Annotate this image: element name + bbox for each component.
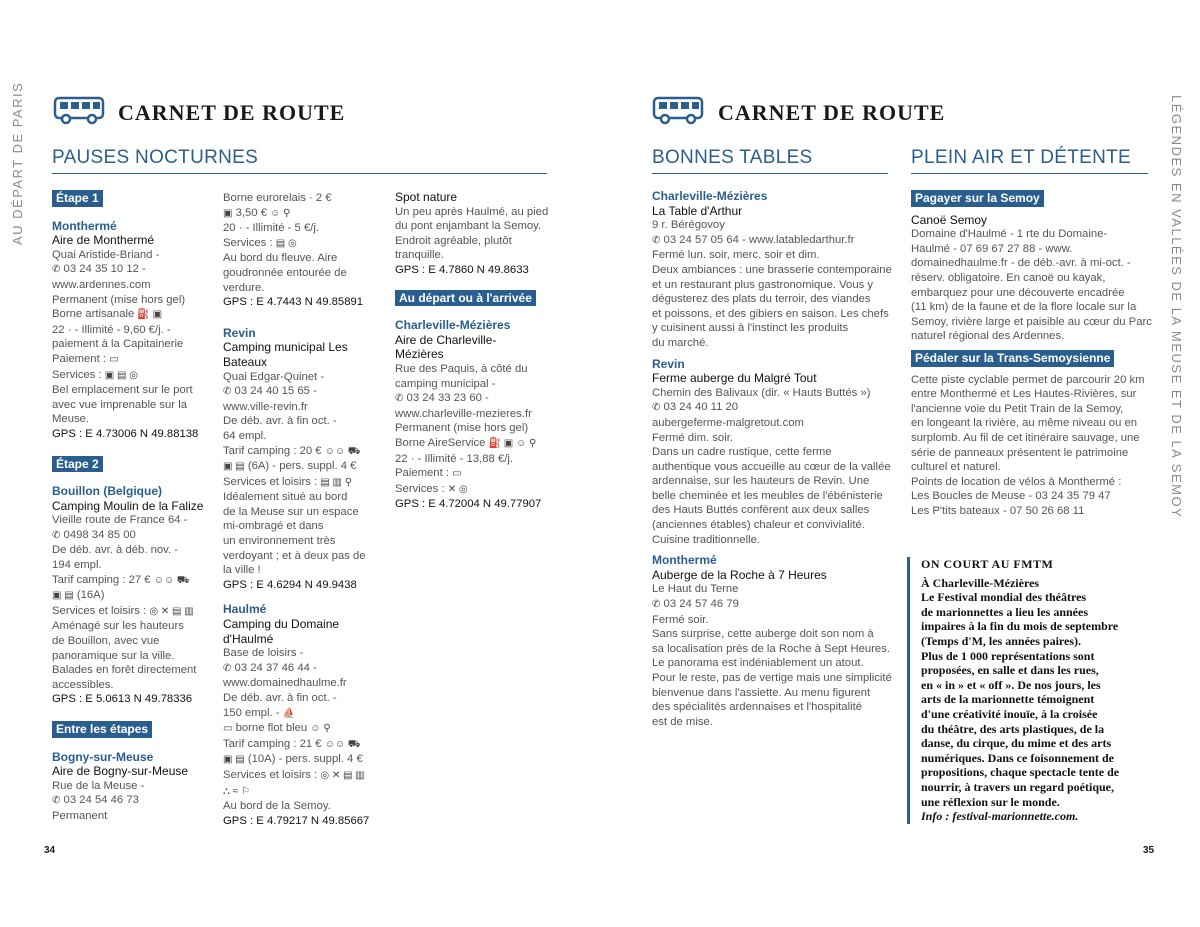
detail-line: ardennaise, sur les hauteurs de Revin. Une [652,475,870,488]
detail-line: (6A) - pers. suppl. 4 € [247,460,357,473]
detail-line: Les Boucles de Meuse - 03 24 35 79 47 [911,490,1111,503]
info-line: en « in » et « off ». De nos jours, les [921,677,1101,692]
detail-line: naturel régional des Ardennes. [911,330,1065,343]
detail-line: Tarif camping : 27 € [52,573,151,586]
detail-line: et poissons, et des gibiers en saison. Les chefs [652,307,889,320]
electric-icon: ▣ ▤ [223,754,245,766]
info-line: numériques. Dans ce foisonnement de [921,750,1115,765]
service-icons: ▭ [223,723,233,735]
detail-line: 194 empl. [52,559,102,572]
detail-line: Services : [52,368,102,381]
info-line: Le Festival mondial des théâtres [921,590,1087,605]
side-title-left: AU DÉPART DE PARIS [10,81,25,245]
service-icons: ▣ ▤ ◎ [104,369,138,381]
detail-line: avec vue imprenable sur la [52,398,188,411]
gps-line: GPS : E 4.7443 N 49.85891 [223,296,364,309]
info-line: propositions, chaque spectacle tente de [921,765,1120,780]
info-line: impaires à la fin du mois de septembre [921,619,1119,634]
stage-badge: Étape 1 [52,190,103,207]
place-name: Ferme auberge du Malgré Tout [652,371,817,386]
side-title-right: LÉGENDES EN VALLÉES DE LA MEUSE ET DE LA SEMOY [1169,95,1184,519]
city-name: Bogny-sur-Meuse [52,749,154,764]
detail-line: série de panneaux présentent le patrimoine [911,446,1129,459]
detail-line: Aménagé sur les hauteurs [52,620,184,633]
place-name: Spot nature [395,190,458,204]
stage-badge: Entre les étapes [52,721,152,738]
place-name: Camping municipal Les Bateaux [223,340,348,369]
detail-line: 03 24 57 05 64 - www.latabledarthur.fr [663,233,855,246]
city-name: Haulmé [223,602,267,617]
detail-line: aubergeferme-malgretout.com [652,416,804,429]
detail-line: Pour le reste, pas de vertige mais une simplicité [652,672,892,684]
detail-line: Quai Aristide-Briand - [52,248,160,261]
detail-line: embarquez pour une découverte encadrée [911,286,1125,299]
phone-icon: ✆ [223,662,232,674]
detail-line: Endroit agréable, plutôt [395,234,512,247]
detail-line: Balades en forêt directement [52,664,197,677]
detail-line: Sans surprise, cette auberge doit son nom à [652,628,874,641]
detail-line: Paiement : [395,467,450,480]
detail-line: réserv. obligatoire. En canoë ou kayak, [911,271,1106,284]
detail-line: 03 24 40 15 65 - [234,385,317,398]
card-icon: ▭ [109,353,119,365]
detail-line: surplomb. Au fil de cet itinéraire sauvage, une [911,431,1140,444]
detail-line: verdure. [223,281,265,294]
info-line: une réflexion sur le monde. [921,794,1060,809]
info-line: nourrir, à travers un regard poétique, [921,779,1114,794]
place-name: Aire de Charleville-Mézières [395,332,497,362]
detail-line: du pont enjambant la Semoy. [395,220,542,233]
detail-line: (16A) [76,589,105,602]
people-icon: ☺☺ ⛟ [324,738,361,750]
detail-line: Tarif camping : 21 € [223,737,322,750]
detail-line: Haulmé - 07 69 67 27 88 - www. [911,242,1073,255]
detail-line: Fermé dim. soir. [652,431,733,444]
gps-line: GPS : E 4.79217 N 49.85667 [223,814,370,827]
detail-line: Borne AireService [395,436,486,449]
detail-line: dégusterez des plats du terroir, des viandes [652,293,871,306]
detail-line: 20 · - Illimité - 5 €/j. [223,222,320,235]
detail-line: (10A) - pers. suppl. 4 € [247,753,363,766]
activity-badge: Pagayer sur la Semoy [911,190,1044,207]
people-icon: ☺☺ ⛟ [153,574,190,586]
detail-line: De déb. avr. à fin oct. - [223,692,337,704]
place-name: Auberge de la Roche à 7 Heures [652,567,827,582]
detail-line: et un restaurant plus gastronomique. Vous y [652,278,874,291]
detail-line: des Hauts Buttés confèrent aux deux salles [652,504,870,517]
detail-line: 150 empl. - [223,706,280,719]
electric-icon: ▣ ▤ [223,461,245,473]
detail-line: Paiement : [52,352,107,365]
detail-line: 64 empl. [223,429,267,442]
detail-line: culturel et naturel. [911,461,1001,474]
detail-line: www.domainedhaulme.fr [223,677,347,690]
detail-line: 03 24 54 46 73 [63,794,139,807]
detail-line: www.charleville-mezieres.fr [395,407,532,420]
info-line: arts de la marionnette témoignent [921,692,1095,707]
service-icons: ⛵ [282,707,296,719]
service-icons: ◎ ✕ ▤ ▥ [320,769,365,781]
service-icons: ☺ ⚲ [270,207,291,219]
detail-line: Le panorama est indéniablement un atout. [652,657,864,670]
detail-line: Dans un cadre rustique, cette ferme [652,446,832,459]
detail-line: de la Meuse sur un espace [223,505,359,518]
detail-line: Cuisine traditionnelle. [652,533,761,546]
detail-line: entre Monthermé et Les Hautes-Rivières, sur [911,388,1137,401]
detail-line: en longeant la rivière, au même niveau ou en [911,417,1138,430]
section-title-pauses: PAUSES NOCTURNES [52,147,547,174]
detail-line: y cuisinent aussi à l'instinct les produits [652,322,849,335]
detail-line: du marché. [652,336,709,349]
detail-line: un environnement très [223,535,336,548]
detail-line: Meuse. [52,413,90,426]
detail-line: sa localisation près de la Roche à Sept Heures. [652,642,890,655]
detail-line: Tarif camping : 20 € [223,444,322,457]
column-1 [52,186,212,824]
city-name: Charleville-Mézières [395,318,511,333]
place-name: Aire de Monthermé [52,233,155,248]
info-box-heading: ON COURT AU FMTM [921,557,1054,571]
detail-line: De déb. avr. à fin oct. - [223,415,337,428]
gps-line: GPS : E 4.72004 N 49.77907 [395,498,542,511]
detail-line: Au bord du fleuve. Aire [223,252,338,265]
electric-icon: ▣ ▤ [52,590,74,602]
detail-line: verdoyant ; et à deux pas de [223,549,366,562]
detail-line: Domaine d'Haulmé - 1 rte du Domaine- [911,228,1108,241]
section-title-plein-air: PLEIN AIR ET DÉTENTE [911,147,1148,174]
service-icons: ⛽ ▣ [137,309,163,321]
detail-line: 3,50 € [235,206,268,219]
info-line: d'une créativité inouïe, à la croisée [921,706,1098,721]
phone-icon: ✆ [652,234,661,246]
detail-line: borne flot bleu [235,722,308,735]
detail-line: domainedhaulme.fr - de déb.-avr. à mi-oct. - [911,257,1131,270]
column-3 [395,190,550,512]
detail-line: 03 24 33 23 60 - [406,392,489,405]
service-icons: ▤ ▥ ⚲ [320,476,353,488]
detail-line: De déb. avr. à déb. nov. - [52,544,179,557]
info-line: de marionnettes a lieu les années [921,604,1088,619]
van-icon [652,96,704,126]
detail-line: Permanent (mise hors gel) [395,422,529,435]
info-box [907,557,1161,824]
detail-line: Bel emplacement sur le port [52,384,193,397]
detail-line: goudronnée entourée de [223,266,347,279]
detail-line: Idéalement situé au bord [223,491,348,504]
detail-line: Deux ambiances : une brasserie contemporaine [652,263,892,276]
gps-line: GPS : E 4.7860 N 49.8633 [395,263,529,276]
city-name: Revin [223,325,256,340]
detail-line: 9 r. Bérégovoy [652,219,725,232]
detail-line: (11 km) de la faune et de la flore locale sur la [911,301,1137,314]
detail-line: Borne artisanale [52,308,135,321]
place-name: Canoë Semoy [911,212,988,227]
service-icons: ⛬ ≈ ⚐ [223,785,251,797]
detail-line: Services et loisirs : [52,604,147,617]
stage-badge: Au départ ou à l'arrivée [395,290,536,307]
detail-line: Au bord de la Semoy. [223,800,331,813]
detail-line: 03 24 57 46 79 [663,598,739,611]
phone-icon: ✆ [223,386,232,398]
detail-line: www.ardennes.com [52,278,151,291]
detail-line: Cette piste cyclable permet de parcourir 20 km [911,373,1145,386]
detail-line: Borne eurorelais · 2 € [223,192,332,204]
detail-line: Services et loisirs : [223,768,318,781]
detail-line: Rue des Paquis, à côté du [395,362,528,375]
info-line: proposées, en salle et dans les rues, [921,663,1099,678]
detail-line: Rue de la Meuse - [52,779,145,792]
detail-line: Services : [223,236,273,249]
detail-line: des spécialités ardennaises et l'hospitalité [652,701,863,714]
detail-line: accessibles. [52,678,114,691]
people-icon: ☺☺ ⛟ [324,445,361,457]
card-icon: ▭ [452,468,462,480]
detail-line: Un peu après Haulmé, au pied [395,205,549,218]
column-4 [652,187,892,729]
detail-line: bienvenue dans l'assiette. Au menu figurent [652,686,871,699]
city-name: Monthermé [652,553,717,568]
detail-line: l'ancienne voie du Petit Train de la Semoy, [911,402,1124,415]
info-line: du théâtre, des arts plastiques, de la [921,721,1105,736]
city-name: Bouillon (Belgique) [52,484,162,499]
detail-line: camping municipal - [395,377,496,390]
detail-line: est de mise. [652,715,713,728]
detail-line: 22 · - Illimité - 13,88 €/j. [395,452,514,465]
detail-line: Fermé lun. soir, merc. soir et dim. [652,249,820,262]
page-title-left: CARNET DE ROUTE [118,100,346,125]
info-line: Plus de 1 000 représentations sont [921,648,1095,663]
detail-line: Quai Edgar-Quinet - [223,370,325,383]
service-icons: ☺ ⚲ [310,723,331,735]
info-line: (Temps d'M, les années paires). [921,633,1082,648]
info-box-subheading: À Charleville-Mézières [921,575,1040,590]
detail-line: Les P'tits bateaux - 07 50 26 68 11 [911,504,1085,517]
detail-line: Points de location de vélos à Monthermé : [911,475,1122,488]
detail-line: Fermé soir. [652,613,709,626]
service-icons: ◎ ✕ ▤ ▥ [149,605,194,617]
service-icons: ▤ ◎ [275,237,297,249]
gps-line: GPS : E 4.73006 N 49.88138 [52,427,199,440]
detail-line: 03 24 40 11 20 [663,401,739,414]
city-name: Monthermé [52,218,117,233]
detail-line: 22 · - Illimité - 9,60 €/j. - [52,323,171,336]
van-icon [53,96,105,126]
info-line: danse, du cirque, du mime et des arts [921,736,1112,751]
detail-line: 03 24 37 46 44 - [234,661,317,674]
place-name: Camping du Domaine d'Haulmé [223,617,340,646]
place-name: Camping Moulin de la Falize [52,498,204,513]
detail-line: Vieille route de France 64 - [52,514,188,527]
column-5 [911,186,1156,518]
detail-line: tranquille. [395,249,444,262]
phone-icon: ✆ [652,402,661,414]
section-title-tables: BONNES TABLES [652,147,888,174]
detail-line: Le Haut du Terne [652,583,739,596]
detail-line: la ville ! [223,564,261,577]
page-number-right: 35 [1143,845,1155,856]
detail-line: (anciennes étables) chaleur et convivialité. [652,519,865,532]
detail-line: Semoy, rivière large et paisible au cœur du Parc [911,315,1152,328]
info-link: Info : festival-marionnette.com. [921,809,1079,824]
detail-line: mi-ombragé et dans [223,520,324,533]
detail-line: panoramique sur la ville. [52,649,175,662]
page-number-left: 34 [44,845,56,856]
phone-icon: ✆ [652,599,661,611]
detail-line: 0498 34 85 00 [63,528,136,541]
service-icons: ✕ ◎ [447,483,468,495]
column-2 [223,191,383,828]
detail-line: authentique vous accueille au cœur de la vallée [652,460,891,473]
place-name: La Table d'Arthur [652,203,743,218]
detail-line: paiement à la Capitainerie [52,338,184,351]
phone-icon: ✆ [52,795,61,807]
phone-icon: ✆ [52,264,61,276]
detail-line: belle cheminée et les meubles de l'ébénisterie [652,489,883,502]
page-title-right: CARNET DE ROUTE [718,100,946,125]
detail-line: Base de loisirs - [223,647,304,660]
place-name: Aire de Bogny-sur-Meuse [52,764,189,779]
detail-line: Chemin des Balivaux (dir. « Hauts Buttés ») [652,386,871,399]
activity-badge: Pédaler sur la Trans-Semoysienne [911,350,1114,367]
detail-line: Permanent (mise hors gel) [52,293,186,306]
gps-line: GPS : E 5.0613 N 49.78336 [52,693,193,706]
phone-icon: ✆ [395,393,404,405]
phone-icon: ✆ [52,529,61,541]
detail-line: de Bouillon, avec vue [52,635,160,648]
gps-line: GPS : E 4.6294 N 49.9438 [223,578,357,591]
detail-line: 03 24 35 10 12 - [63,263,146,276]
stage-badge: Étape 2 [52,456,103,473]
detail-line: Permanent [52,809,108,822]
detail-line: Services et loisirs : [223,475,318,488]
city-name: Charleville-Mézières [652,189,768,203]
service-icons: ▣ [223,207,233,219]
city-name: Revin [652,356,685,371]
detail-line: www.ville-revin.fr [223,400,308,413]
detail-line: Services : [395,482,445,495]
service-icons: ⛽ ▣ ☺ ⚲ [488,437,537,449]
